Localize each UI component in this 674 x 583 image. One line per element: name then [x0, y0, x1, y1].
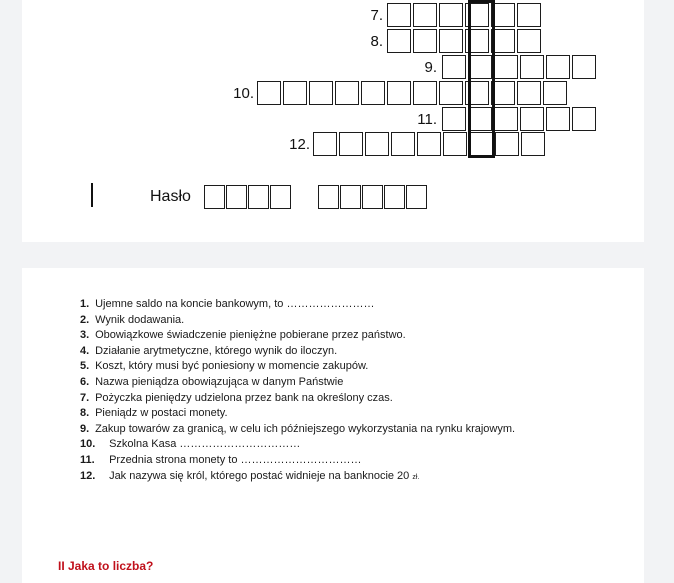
crossword-cell[interactable] [413, 3, 437, 27]
clue-number: 11. [80, 453, 95, 466]
clue-number: 9. [80, 422, 90, 435]
row-number: 7. [370, 7, 383, 24]
clue-text: Nazwa pieniądza obowiązująca w danym Państwie [95, 375, 344, 388]
crossword-cell[interactable] [572, 55, 596, 79]
clue-item [80, 375, 515, 391]
clue-text: Jak nazywa się król, którego postać widnieje na banknocie 20 [109, 469, 410, 482]
crossword-cell[interactable] [413, 29, 437, 53]
clue-item [80, 391, 515, 407]
clue-text: Działanie arytmetyczne, którego wynik do iloczyn. [95, 344, 338, 357]
crossword-cell[interactable] [494, 107, 518, 131]
clue-item [80, 297, 515, 313]
clue-text: Przednia strona monety to …………………………… [109, 453, 362, 466]
crossword-cell[interactable] [313, 132, 337, 156]
clue-item [80, 469, 515, 486]
password-cell[interactable] [204, 185, 225, 209]
crossword-cell[interactable] [442, 107, 466, 131]
row-number: 8. [370, 33, 383, 50]
password-cell[interactable] [406, 185, 427, 209]
clue-number: 10. [80, 438, 96, 451]
crossword-cell[interactable] [494, 55, 518, 79]
row-number: 9. [424, 59, 437, 76]
crossword-cell[interactable] [517, 29, 541, 53]
clue-list [80, 297, 515, 485]
crossword-cell[interactable] [417, 132, 441, 156]
crossword-cell[interactable] [439, 29, 463, 53]
clue-text: Pożyczka pieniędzy udzielona przez bank na określony czas. [95, 391, 393, 404]
clue-text: Zakup towarów za granicą, w celu ich późniejszego wykorzystania na rynku krajowym. [95, 422, 516, 435]
crossword-cell[interactable] [520, 107, 544, 131]
crossword-cell[interactable] [572, 107, 596, 131]
password-cell[interactable] [362, 185, 383, 209]
password-label: Hasło [150, 188, 191, 205]
section-2-title: II Jaka to liczba? [58, 559, 154, 573]
crossword-cell[interactable] [391, 132, 415, 156]
crossword-cell[interactable] [439, 3, 463, 27]
crossword-cell[interactable] [443, 132, 467, 156]
row-number: 12. [289, 136, 310, 153]
crossword-cell[interactable] [387, 3, 411, 27]
crossword-cell[interactable] [517, 81, 541, 105]
crossword-cell[interactable] [387, 81, 411, 105]
clue-text: Pieniądz w postaci monety. [95, 407, 228, 420]
clue-number: 1. [80, 298, 90, 310]
crossword-cell[interactable] [521, 132, 545, 156]
clue-item [80, 406, 515, 422]
crossword-cell[interactable] [442, 55, 466, 79]
clue-item [80, 422, 515, 438]
clue-text: Koszt, który musi być poniesiony w momencie zakupów. [95, 360, 369, 373]
clue-item [80, 359, 515, 375]
crossword-cell[interactable] [309, 81, 333, 105]
clue-number: 4. [80, 344, 90, 357]
crossword-cell[interactable] [495, 132, 519, 156]
clue-text: Szkolna Kasa …………………………… [109, 438, 301, 451]
crossword-cell[interactable] [543, 81, 567, 105]
clue-number: 3. [80, 329, 90, 342]
clue-text: Ujemne saldo na koncie bankowym, to …………………… [95, 298, 375, 310]
clue-number: 2. [80, 313, 90, 326]
crossword-cell[interactable] [283, 81, 307, 105]
password-cell[interactable] [384, 185, 405, 209]
crossword-cell[interactable] [387, 29, 411, 53]
password-cell[interactable] [226, 185, 247, 209]
row-number: 11. [417, 111, 437, 128]
crossword-cell[interactable] [361, 81, 385, 105]
crossword-cell[interactable] [546, 55, 570, 79]
clue-text: Obowiązkowe świadczenie pieniężne pobierane przez państwo. [95, 329, 406, 342]
crossword-cell[interactable] [439, 81, 463, 105]
crossword-cell[interactable] [365, 132, 389, 156]
crossword-cell[interactable] [339, 132, 363, 156]
password-cell[interactable] [318, 185, 339, 209]
crossword-cell[interactable] [257, 81, 281, 105]
crossword-cell[interactable] [517, 3, 541, 27]
clue-item [80, 328, 515, 344]
text-cursor [91, 183, 93, 207]
clue-item [80, 344, 515, 360]
key-column-highlight [468, 0, 495, 158]
clue-item [80, 437, 515, 453]
clue-number: 7. [80, 391, 90, 404]
clue-number: 8. [80, 407, 90, 420]
currency-suffix: zł. [412, 473, 420, 481]
clue-number: 6. [80, 375, 90, 388]
row-number: 10. [233, 85, 254, 102]
crossword-cell[interactable] [520, 55, 544, 79]
clue-number: 5. [80, 360, 90, 373]
crossword-cell[interactable] [546, 107, 570, 131]
clue-number: 12. [80, 469, 96, 482]
clue-item [80, 313, 515, 329]
crossword-cell[interactable] [335, 81, 359, 105]
password-cell[interactable] [270, 185, 291, 209]
clue-text: Wynik dodawania. [95, 313, 185, 326]
password-cell[interactable] [340, 185, 361, 209]
crossword-cell[interactable] [413, 81, 437, 105]
password-cell[interactable] [248, 185, 269, 209]
clue-item [80, 453, 515, 469]
